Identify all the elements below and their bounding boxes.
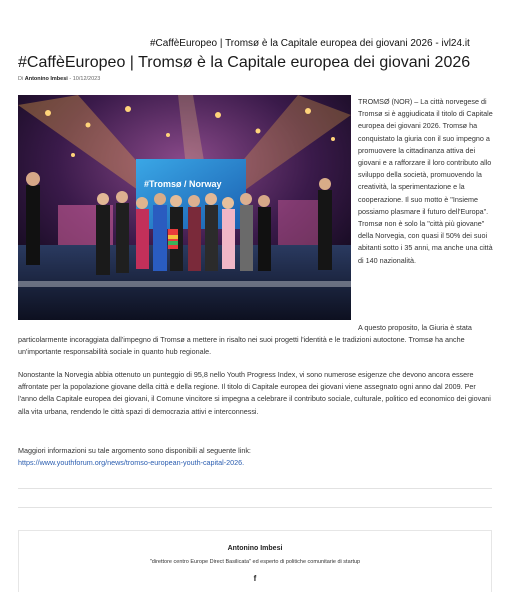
- author-bio: "direttore centro Europe Direct Basilicata" ed esperto di politiche comunitarie di startup: [149, 559, 361, 565]
- divider: [18, 507, 492, 508]
- page-header-title: #CaffèEuropeo | Tromsø è la Capitale europea dei giovani 2026 - ivl24.it: [150, 38, 470, 49]
- facebook-icon[interactable]: f: [253, 574, 257, 583]
- youthforum-link[interactable]: https://www.youthforum.org/news/tromso-european-youth-capital-2026.: [18, 458, 245, 468]
- author-box: [18, 530, 492, 592]
- article-title: #CaffèEuropeo | Tromsø è la Capitale europea dei giovani 2026: [18, 54, 471, 71]
- paragraph-3-text: Maggiori informazioni su tale argomento sono disponibili al seguente link:: [18, 446, 251, 455]
- article-photo: [18, 95, 351, 320]
- paragraph-1-side: TROMSØ (NOR) – La città norvegese di Tromsø si è aggiudicata il titolo di Capitale europea dei giovani 2026. Tromsø ha conquistato la giuria con il suo impegno a promuovere la cittadinanza attiva dei giovani e a rafforzare il loro contributo allo sviluppo della società, promuovendo la creatività, la sperimentazione e la cooperazione. Il suo motto è "Insieme possiamo plasmare il futuro dell'Europa". Tromsø non è solo la "città più giovane" della Norvegia, con quasi il 50% dei suoi abitanti sotto i 35 anni, ma anche una città di 140 nazionalità.: [358, 97, 493, 265]
- divider: [18, 488, 492, 489]
- byline-prefix: Di: [18, 76, 24, 82]
- author-name[interactable]: Antonino Imbesi: [227, 545, 283, 552]
- paragraph-1-rest: particolarmente incoraggiata dall'impegno di Tromsø a mettere in risalto nei suoi progetti l'identità e le tradizioni autoctone. Tromsø ha anche un'importante responsabilità sociale in quanto hub regionale.: [18, 335, 465, 357]
- paragraph-2: Nonostante la Norvegia abbia ottenuto un punteggio di 95,8 nello Youth Progress Index, vi sono numerose esigenze che devono ancora essere affrontate per la popolazione giovane della città e della regione. Il titolo di Capitale europea dei giovani viene assegnato ogni anno dal 2009. Per l'anno della Capitale europea dei giovani, il Comune vincitore si impegna a celebrare il contributo sociale, culturale, politico ed economico dei giovani alla vita urbana, rendendo le città spazi di democrazia attivi e interconnessi.: [18, 370, 491, 416]
- photo-sign-text: #Tromsø / Norway: [144, 179, 222, 189]
- byline-author-link[interactable]: Antonino Imbesi: [24, 76, 68, 82]
- paragraph-1-continued: [18, 322, 496, 359]
- paragraph-1-lead: A questo proposito, la Giuria è stata: [358, 323, 472, 332]
- paragraph-3: [18, 445, 496, 469]
- byline: Di Antonino Imbesi - 10/12/2023: [18, 76, 101, 82]
- byline-date: 10/12/2023: [72, 76, 101, 82]
